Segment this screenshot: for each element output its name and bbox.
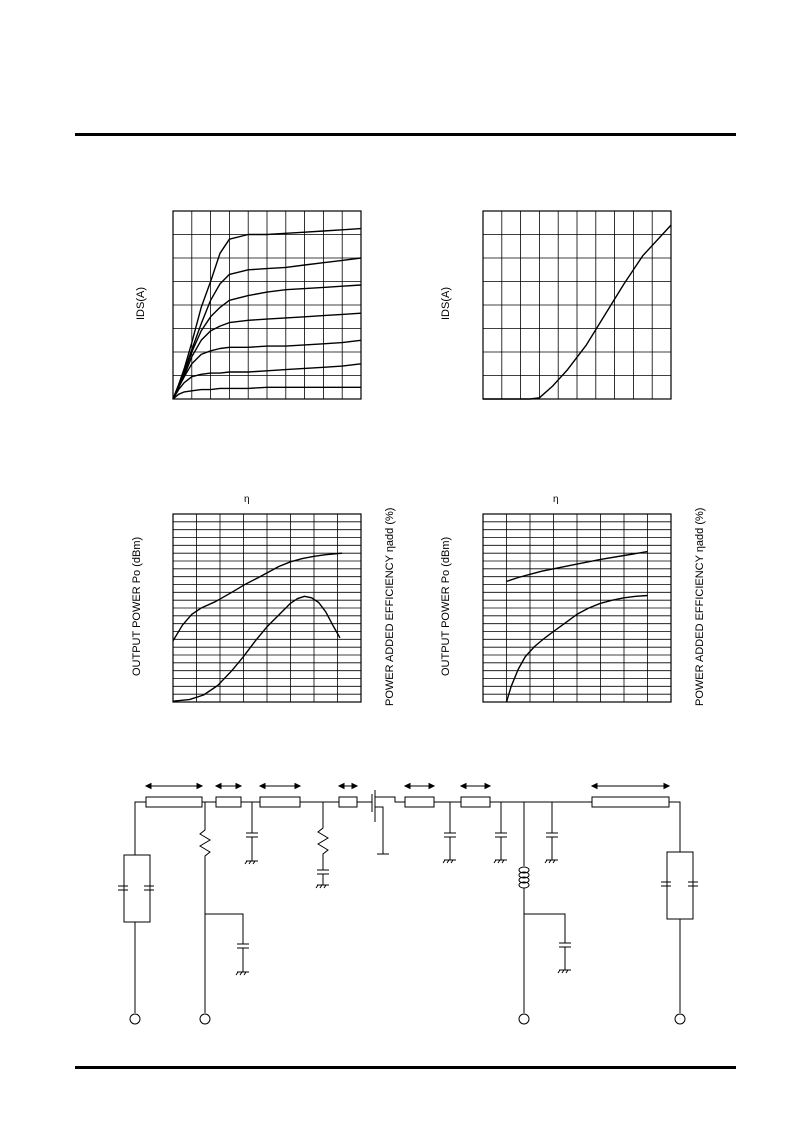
- top-rule: [75, 133, 736, 136]
- ids-vds-series-1: [173, 258, 361, 399]
- po-eta-vs-pin-plot: [173, 514, 361, 702]
- bottom-rule: [75, 1066, 736, 1069]
- ids-vds-series-0: [173, 229, 361, 399]
- po-vds-ylabel: OUTPUT POWER Po (dBm): [440, 536, 452, 676]
- po-pin-y2label: POWER ADDED EFFICIENCY ηadd (%): [384, 507, 396, 706]
- ids-vds-plot: [173, 211, 361, 399]
- ids-vds-series-6: [173, 387, 361, 399]
- po-eta-vs-vds-frame: [483, 514, 671, 702]
- po-eta-vs-pin-series-add: [173, 596, 340, 701]
- po-eta-vs-vds-plot: [483, 514, 671, 702]
- dimension-arrows: [146, 784, 669, 789]
- po-eta-vs-pin-frame: [173, 514, 361, 702]
- ids-vds-ylabel: IDS(A): [135, 287, 147, 320]
- po-eta-vs-vds-series-po: [507, 552, 648, 582]
- po-pin-ylabel: OUTPUT POWER Po (dBm): [131, 536, 143, 676]
- ids-vgs-ylabel: IDS(A): [440, 287, 452, 320]
- po-pin-eta-symbol: η: [244, 494, 250, 505]
- ids-vds-frame: [173, 211, 361, 399]
- po-vds-eta-symbol: η: [553, 494, 559, 505]
- ids-vgs-series-0: [483, 225, 671, 399]
- ids-vds-series-4: [173, 340, 361, 399]
- po-eta-vs-vds-series-add: [507, 596, 648, 703]
- ids-vgs-frame: [483, 211, 671, 399]
- ids-vds-series-5: [173, 364, 361, 399]
- ids-vds-series-3: [173, 313, 361, 399]
- po-eta-vs-pin-series-po: [173, 553, 342, 641]
- ids-vgs-plot: [483, 211, 671, 399]
- po-vds-y2label: POWER ADDED EFFICIENCY ηadd (%): [694, 507, 706, 706]
- ids-vds-series-2: [173, 285, 361, 399]
